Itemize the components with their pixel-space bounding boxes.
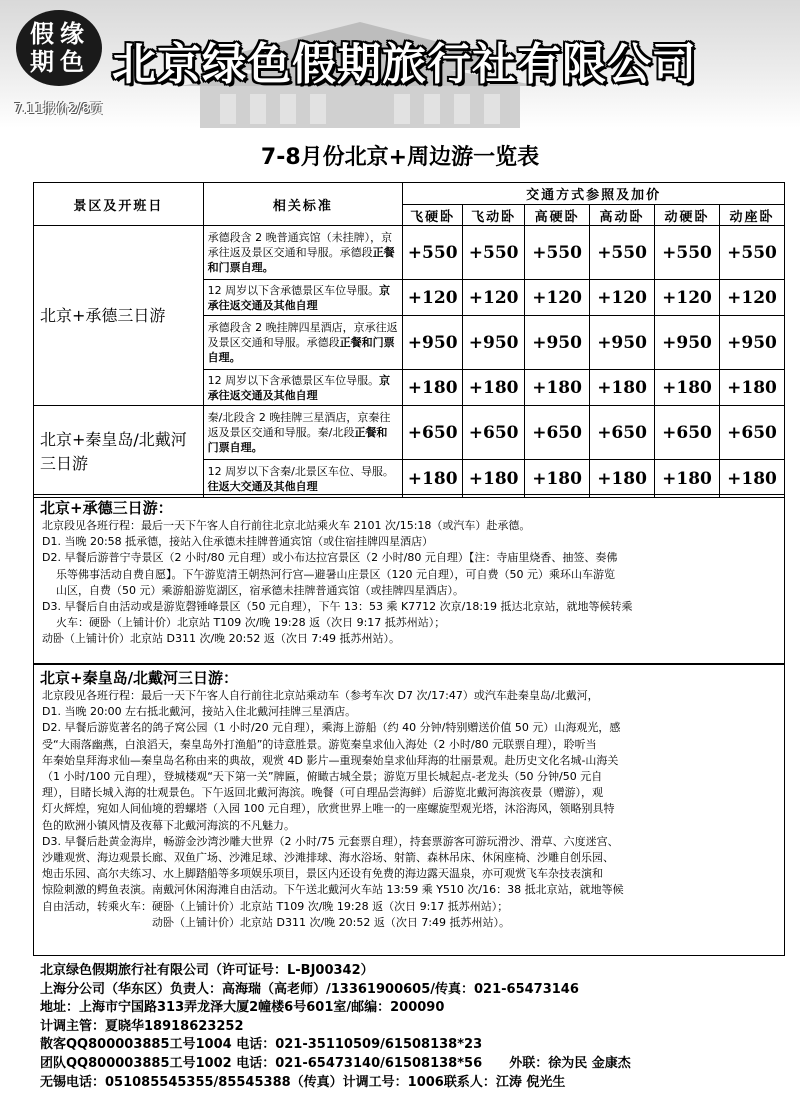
itinerary-line: 动卧（上铺计价）北京站 D311 次/晚 20:52 返（次日 7:49 抵苏州站）。 bbox=[42, 632, 401, 646]
itinerary-line: 北京段见各班行程：最后一天下午客人自行前往北京站乘动车（参考车次 D7 次/17:47）或汽车赴秦皇岛/北戴河， bbox=[42, 689, 599, 702]
itinerary-line: D2. 早餐后游览著名的鸽子窝公园（1 小时/20 元自理），乘海上游船（约 40 分钟/特别赠送价值 50 元）山海观光，感 bbox=[42, 721, 621, 735]
itinerary-line: D1. 当晚 20:00 左右抵北戴河，接站入住北戴河挂牌三星酒店。 bbox=[42, 705, 357, 719]
price-cell: +120 bbox=[525, 280, 590, 316]
itinerary-line: 理），目睹长城入海的壮观景色。下午返回北戴河海滨。晚餐（可自理品尝海鲜）后游览北戴河海滨夜景（赠游），观 bbox=[42, 786, 603, 800]
itinerary-line: 受“大雨落幽燕，白浪滔天，秦皇岛外打渔船”的诗意胜景。游览秦皇求仙入海处（2 小时/80 元联票自理），聆听当 bbox=[42, 737, 597, 751]
itinerary-line: 山区，自费（50 元）乘游船游览湖区，宿承德未挂牌普通宾馆（或挂牌四星酒店）。 bbox=[56, 583, 464, 597]
price-cell: +650 bbox=[719, 406, 784, 460]
contact-line: 无锡电话：051085545355/85545388（传真）计调工号：1006联系人：江涛 倪光生 bbox=[40, 1074, 566, 1090]
contact-footer bbox=[40, 962, 631, 1092]
section-title: 北京+承德三日游： bbox=[40, 499, 173, 517]
price-cell: +120 bbox=[655, 280, 720, 316]
price-cell: +120 bbox=[719, 280, 784, 316]
contact-line: 北京绿色假期旅行社有限公司（许可证号：L-BJ00342） bbox=[40, 963, 374, 978]
logo-char: 色 bbox=[60, 47, 84, 76]
contact-line: 地址：上海市宁国路313弄龙泽大厦2幢楼6号601室/邮编：200090 bbox=[40, 1000, 445, 1016]
company-name: 北京绿色假期旅行社有限公司 bbox=[112, 39, 697, 90]
header-banner bbox=[0, 0, 800, 128]
itinerary-line: D3. 早餐后自由活动或是游览磬锤峰景区（50 元自理），下午 13：53 乘 K7712 次京/18:19 抵达北京站，就地等候转乘 bbox=[42, 600, 633, 614]
standard-cell: 承德段含 2 晚普通宾馆（未挂牌），京承往返及景区交通和导服。承德段正餐和门票自理。 bbox=[203, 226, 403, 280]
contact-line: 计调主管：夏晓华18918623252 bbox=[40, 1018, 244, 1034]
route-qinhuangdao: 北京+秦皇岛/北戴河三日游 bbox=[34, 406, 204, 498]
transport-type: 飞动卧 bbox=[463, 205, 525, 226]
price-cell: +550 bbox=[525, 226, 590, 280]
transport-type: 高硬卧 bbox=[525, 205, 590, 226]
itinerary-line: 沙雕观赏、海边观景长廊、双鱼广场、沙滩足球、沙滩排球、海水浴场、射箭、森林吊床、休闲座椅、沙雕自创乐园、 bbox=[42, 851, 614, 865]
price-cell: +550 bbox=[655, 226, 720, 280]
price-cell: +550 bbox=[590, 226, 655, 280]
price-cell: +550 bbox=[403, 226, 463, 280]
price-cell: +120 bbox=[403, 280, 463, 316]
section-body bbox=[34, 688, 784, 933]
standard-cell: 承德段含 2 晚挂牌四星酒店，京承往返及景区交通和导服。承德段正餐和门票自理。 bbox=[203, 316, 403, 370]
contact-line: 上海分公司（华东区）负责人：高海瑞（高老师）/13361900605/传真：021-65473146 bbox=[40, 981, 579, 997]
price-cell: +180 bbox=[590, 460, 655, 498]
transport-type: 动座卧 bbox=[719, 205, 784, 226]
price-cell: +650 bbox=[463, 406, 525, 460]
price-cell: +180 bbox=[463, 460, 525, 498]
page-info: 7.11报价2/8页 bbox=[14, 102, 103, 117]
contact-line: 团队QQ800003885工号1002 电话：021-65473140/61508138*56 外联：徐为民 金康杰 bbox=[40, 1055, 631, 1071]
itinerary-qinhuangdao bbox=[33, 664, 785, 956]
transport-type: 动硬卧 bbox=[655, 205, 720, 226]
price-cell: +650 bbox=[403, 406, 463, 460]
price-cell: +950 bbox=[525, 316, 590, 370]
price-cell: +180 bbox=[403, 460, 463, 498]
route-chengde: 北京+承德三日游 bbox=[34, 226, 204, 406]
section-body bbox=[34, 518, 784, 650]
transport-type: 高动卧 bbox=[590, 205, 655, 226]
price-cell: +650 bbox=[525, 406, 590, 460]
itinerary-chengde bbox=[33, 494, 785, 664]
itinerary-line: D3. 早餐后赴黄金海岸，畅游金沙湾沙雕大世界（2 小时/75 元套票自理），持套票游客可游玩滑沙、滑草、六度迷宫、 bbox=[42, 834, 619, 848]
itinerary-line: 火车：硬卧（上铺计价）北京站 T109 次/晚 19:28 返（次日 9:17 抵苏州站）； bbox=[56, 616, 446, 630]
price-cell: +120 bbox=[590, 280, 655, 316]
itinerary-line: 炮击乐园、高尔夫练习、水上脚踏船等多项娱乐项目，景区内还设有免费的海边露天温泉，亦可观赏飞车杂技表演和 bbox=[42, 867, 603, 881]
price-cell: +950 bbox=[719, 316, 784, 370]
price-cell: +180 bbox=[525, 370, 590, 406]
logo-char: 假 bbox=[30, 19, 54, 48]
header-standard: 相关标准 bbox=[203, 183, 403, 226]
logo-seal-icon bbox=[16, 10, 102, 86]
price-cell: +950 bbox=[655, 316, 720, 370]
price-cell: +650 bbox=[655, 406, 720, 460]
itinerary-line: D1. 当晚 20:58 抵承德，接站入住承德未挂牌普通宾馆（或住宿挂牌四星酒店） bbox=[42, 535, 434, 549]
price-cell: +950 bbox=[590, 316, 655, 370]
price-cell: +180 bbox=[403, 370, 463, 406]
itinerary-line: D2. 早餐后游普宁寺景区（2 小时/80 元自理）或小布达拉宫景区（2 小时/80 元自理）【注：寺庙里烧香、抽签、奏佛 bbox=[42, 551, 618, 565]
price-cell: +180 bbox=[719, 370, 784, 406]
standard-cell: 12 周岁以下含秦/北景区车位、导服。往返大交通及其他自理 bbox=[203, 460, 403, 498]
price-cell: +550 bbox=[463, 226, 525, 280]
itinerary-line: 灯火辉煌，宛如人间仙境的碧螺塔（入园 100 元自理），欣赏世界上唯一的一座螺旋型观光塔，沐浴海风，领略别具特 bbox=[42, 802, 615, 816]
price-cell: +180 bbox=[655, 370, 720, 406]
price-cell: +180 bbox=[590, 370, 655, 406]
company-logo bbox=[16, 10, 106, 90]
page-title: 7-8月份北京+周边游一览表 bbox=[260, 145, 540, 170]
itinerary-line: 惊险刺激的鳄鱼表演。南戴河休闲海滩自由活动。下午送北戴河火车站 13:59 乘 Y510 次/16：38 抵北京站，就地等候 bbox=[42, 883, 624, 897]
itinerary-line: 动卧（上铺计价）北京站 D311 次/晚 20:52 返（次日 7:49 抵苏州站）。 bbox=[152, 915, 511, 929]
price-cell: +550 bbox=[719, 226, 784, 280]
table-row bbox=[34, 406, 785, 460]
itinerary-line: 年秦始皇拜海求仙—秦皇岛名称由来的典故，观赏 4D 影片—重现秦始皇求仙拜海的壮丽景观。赴历史文化名城-山海关 bbox=[42, 753, 619, 767]
itinerary-line: 自由活动，转乘火车：硬卧（上铺计价）北京站 T109 次/晚 19:28 返（次日 9:17 抵苏州站）； bbox=[42, 899, 509, 913]
contact-line: 散客QQ800003885工号1004 电话：021-35110509/61508138*23 bbox=[40, 1037, 483, 1053]
standard-cell: 秦/北段含 2 晚挂牌三星酒店，京秦往返及景区交通和导服。秦/北段正餐和门票自理。 bbox=[203, 406, 403, 460]
itinerary-line: （1 小时/100 元自理），登城楼观“天下第一关”牌匾，俯瞰古城全景；游览万里长城起点-老龙头（50 分钟/50 元自 bbox=[42, 770, 603, 784]
price-cell: +180 bbox=[719, 460, 784, 498]
itinerary-line: 北京段见各班行程：最后一天下午客人自行前往北京北站乘火车 2101 次/15:18（或汽车）赴承德。 bbox=[42, 519, 531, 532]
logo-char: 缘 bbox=[60, 19, 84, 48]
standard-cell: 12 周岁以下含承德景区车位导服。京承往返交通及其他自理 bbox=[203, 280, 403, 316]
price-cell: +120 bbox=[463, 280, 525, 316]
price-cell: +950 bbox=[463, 316, 525, 370]
table-row bbox=[34, 226, 785, 280]
price-cell: +650 bbox=[590, 406, 655, 460]
header-route: 景区及开班日 bbox=[34, 183, 204, 226]
price-table bbox=[33, 182, 785, 498]
logo-char: 期 bbox=[30, 47, 54, 76]
itinerary-line: 色的欧洲小镇风情及夜幕下北戴河海滨的不凡魅力。 bbox=[42, 818, 295, 832]
standard-cell: 12 周岁以下含承德景区车位导服。京承往返交通及其他自理 bbox=[203, 370, 403, 406]
header-transport: 交通方式参照及加价 bbox=[403, 183, 785, 205]
itinerary-line: 乐等佛事活动自费自愿】。下午游览清王朝热河行宫—避暑山庄景区（120 元自理），可自费（50 元）乘环山车游览 bbox=[56, 567, 615, 581]
price-cell: +180 bbox=[525, 460, 590, 498]
price-cell: +180 bbox=[463, 370, 525, 406]
section-title: 北京+秦皇岛/北戴河三日游： bbox=[40, 669, 239, 687]
price-cell: +180 bbox=[655, 460, 720, 498]
price-cell: +950 bbox=[403, 316, 463, 370]
transport-type: 飞硬卧 bbox=[403, 205, 463, 226]
